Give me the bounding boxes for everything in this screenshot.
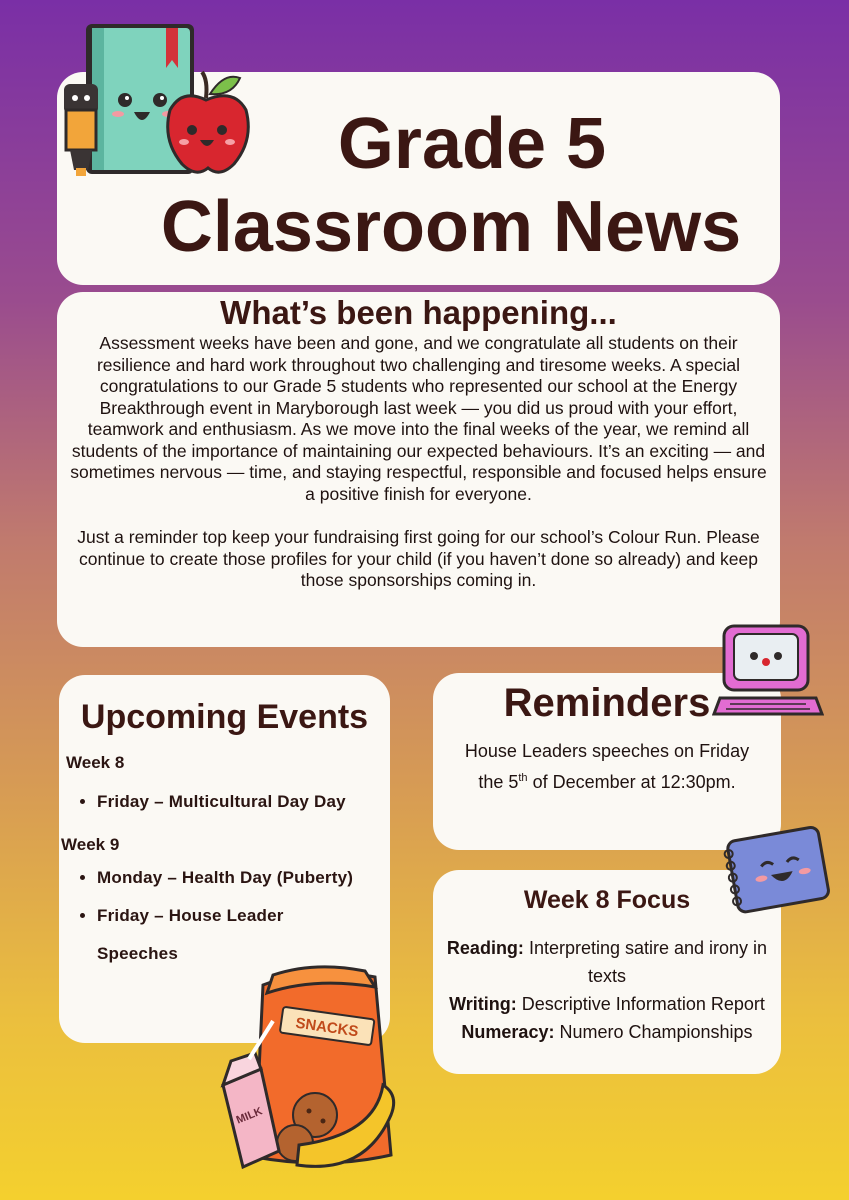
focus-writing-text: Descriptive Information Report xyxy=(516,994,765,1014)
focus-numeracy-label: Numeracy: xyxy=(461,1022,555,1042)
focus-reading-label: Reading: xyxy=(446,938,524,958)
reminder-text xyxy=(463,738,751,796)
focus-writing-label: Writing: xyxy=(449,994,517,1014)
reminder-text-sup: th xyxy=(518,772,528,784)
snacks-bag-icon xyxy=(215,965,425,1180)
page-title-line2: Classroom News xyxy=(160,187,742,267)
focus-reading-text: Interpreting satire and irony in texts xyxy=(523,938,768,986)
list-item: • Friday – Multicultural Day Day xyxy=(97,783,390,821)
events-heading: Upcoming Events xyxy=(80,698,369,736)
week8-list xyxy=(59,783,390,821)
focus-heading: Week 8 Focus xyxy=(523,886,691,914)
snacks-label: SNACKS xyxy=(294,1014,360,1041)
focus-numeracy xyxy=(437,1018,777,1046)
week9-list xyxy=(59,859,390,973)
focus-writing xyxy=(437,990,777,1018)
week9-label: Week 9 xyxy=(61,835,120,854)
list-item: • Friday – House Leader Speeches xyxy=(97,897,297,973)
focus-reading xyxy=(437,934,777,990)
computer-icon xyxy=(712,622,824,720)
happening-card xyxy=(57,292,780,647)
highlighter-icon xyxy=(60,80,102,180)
reminders-heading: Reminders xyxy=(503,681,711,725)
reminder-text-end: of December at 12:30pm. xyxy=(527,772,736,792)
happening-paragraph-2: Just a reminder top keep your fundraising first going for our school’s Colour Run. Please continue to create those profiles for your child (if you haven’t done so already) and keep those sponsorships coming in. xyxy=(77,527,760,590)
focus-numeracy-text: Numero Championships xyxy=(554,1022,753,1042)
page-title-line1: Grade 5 xyxy=(337,104,607,184)
happening-heading: What’s been happening... xyxy=(220,294,617,331)
milk-label: MILK xyxy=(234,1105,265,1127)
list-item: • Monday – Health Day (Puberty) xyxy=(97,859,390,897)
reminder-text-start: House Leaders speeches on Friday the 5 xyxy=(464,741,750,792)
apple-icon xyxy=(162,70,254,180)
notebook-icon xyxy=(718,822,834,916)
week8-label: Week 8 xyxy=(66,753,125,772)
happening-paragraph-1: Assessment weeks have been and gone, and we congratulate all students on their resilience and hard work throughout two challenging and tiresome weeks. A special congratulations to our Grade 5 students who represented our school at the Energy Breakthrough event in Maryborough last week — you did us proud with your effort, teamwork and enthusiasm. As we move into the final weeks of the year, we remind all students of the importance of maintaining our expected behaviours. It’s an exciting — and sometimes nervous — time, and staying respectful, responsible and focused helps ensure a positive finish for everyone. xyxy=(70,333,767,504)
